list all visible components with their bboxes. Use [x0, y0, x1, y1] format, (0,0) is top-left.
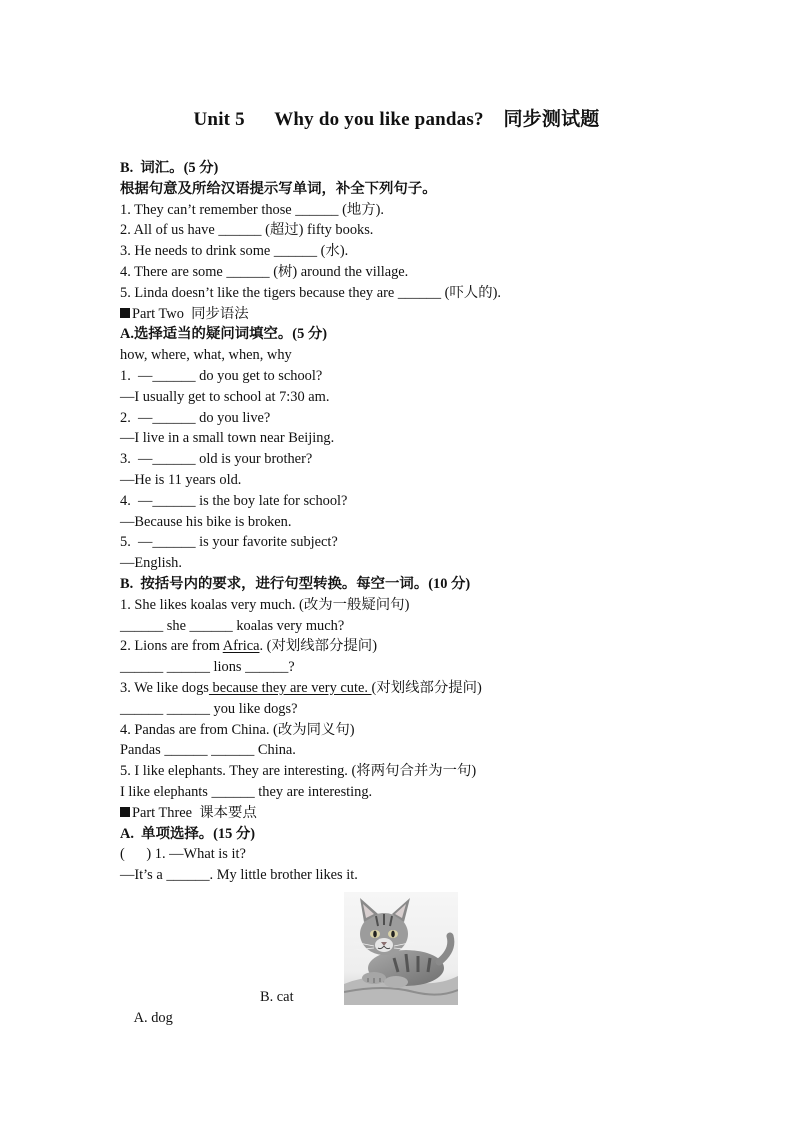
part-two-section-b-heading: B. 按括号内的要求，进行句型转换。每空一词。(10 分) [120, 575, 471, 592]
transform-question-3 [120, 678, 760, 699]
option-a: A. dog [133, 1009, 173, 1026]
transform-q2-underlined: Africa [222, 638, 260, 655]
part-three-label-text: Part Three 课本要点 [132, 804, 257, 821]
answer-line-4: —Because his bike is broken. [120, 513, 292, 530]
vocab-item-4: 4. There are some ______ (树) around the village. [120, 263, 409, 280]
part-two-section-a-heading: A.选择适当的疑问词填空。(5 分) [120, 326, 328, 343]
page-title: Unit 5 Why do you like pandas? 同步测试题 [193, 109, 600, 130]
transform-answer-2: ______ ______ lions ______? [120, 659, 295, 676]
vocab-item-2: 2. All of us have ______ (超过) fifty books. [120, 222, 374, 239]
transform-answer-4: Pandas ______ ______ China. [120, 742, 296, 759]
transform-answer-5: I like elephants ______ they are interesting. [120, 783, 373, 800]
vocab-instruction: 根据句意及所给汉语提示写单词，补全下列句子。 [120, 180, 437, 197]
transform-q2-pre: 2. Lions are from [120, 638, 223, 655]
answer-line-5: —English. [120, 555, 182, 572]
mc-question-1-reply: —It’s a ______. My little brother likes it. [120, 867, 358, 884]
transform-q3-post: (对划线部分提问) [371, 679, 482, 696]
part-two-label [120, 304, 760, 325]
transform-question-1: 1. She likes koalas very much. (改为一般疑问句) [120, 596, 410, 613]
vocab-item-5: 5. Linda doesn’t like the tigers because they are ______ (吓人的). [120, 284, 501, 301]
word-bank: how, where, what, when, why [120, 347, 292, 364]
answer-line-2: —I live in a small town near Beijing. [120, 430, 335, 447]
transform-question-5: 5. I like elephants. They are interesting. (将两句合并为一句) [120, 763, 477, 780]
part-two-label-text: Part Two 同步语法 [132, 305, 249, 322]
answer-line-3: —He is 11 years old. [120, 471, 242, 488]
transform-question-2 [120, 636, 760, 657]
worksheet-body [120, 158, 760, 886]
question-line-2: 2. —______ do you live? [120, 409, 271, 426]
question-line-3: 3. —______ old is your brother? [120, 451, 313, 468]
mc-options [120, 987, 420, 1070]
vocab-item-3: 3. He needs to drink some ______ (水). [120, 243, 349, 260]
transform-q3-underlined: because they are very cute. [208, 679, 372, 696]
transform-question-4: 4. Pandas are from China. (改为同义句) [120, 721, 355, 738]
transform-q3-pre: 3. We like dogs [120, 679, 209, 696]
mc-question-1-stem: ( ) 1. —What is it? [120, 846, 246, 863]
square-bullet-icon [120, 807, 130, 817]
transform-answer-3: ______ ______ you like dogs? [120, 700, 298, 717]
vocab-heading: B. 词汇。(5 分) [120, 160, 219, 176]
square-bullet-icon [120, 308, 130, 318]
question-line-1: 1. —______ do you get to school? [120, 367, 323, 384]
transform-q2-post: . (对划线部分提问) [259, 638, 377, 655]
transform-answer-1: ______ she ______ koalas very much? [120, 617, 345, 634]
answer-line-1: —I usually get to school at 7:30 am. [120, 388, 330, 405]
question-line-5: 5. —______ is your favorite subject? [120, 534, 338, 551]
option-b: B. cat [260, 989, 294, 1005]
part-three-section-a-heading: A. 单项选择。(15 分) [120, 825, 256, 842]
question-line-4: 4. —______ is the boy late for school? [120, 492, 348, 509]
vocab-item-1: 1. They can’t remember those ______ (地方). [120, 201, 385, 218]
part-three-label [120, 803, 760, 824]
